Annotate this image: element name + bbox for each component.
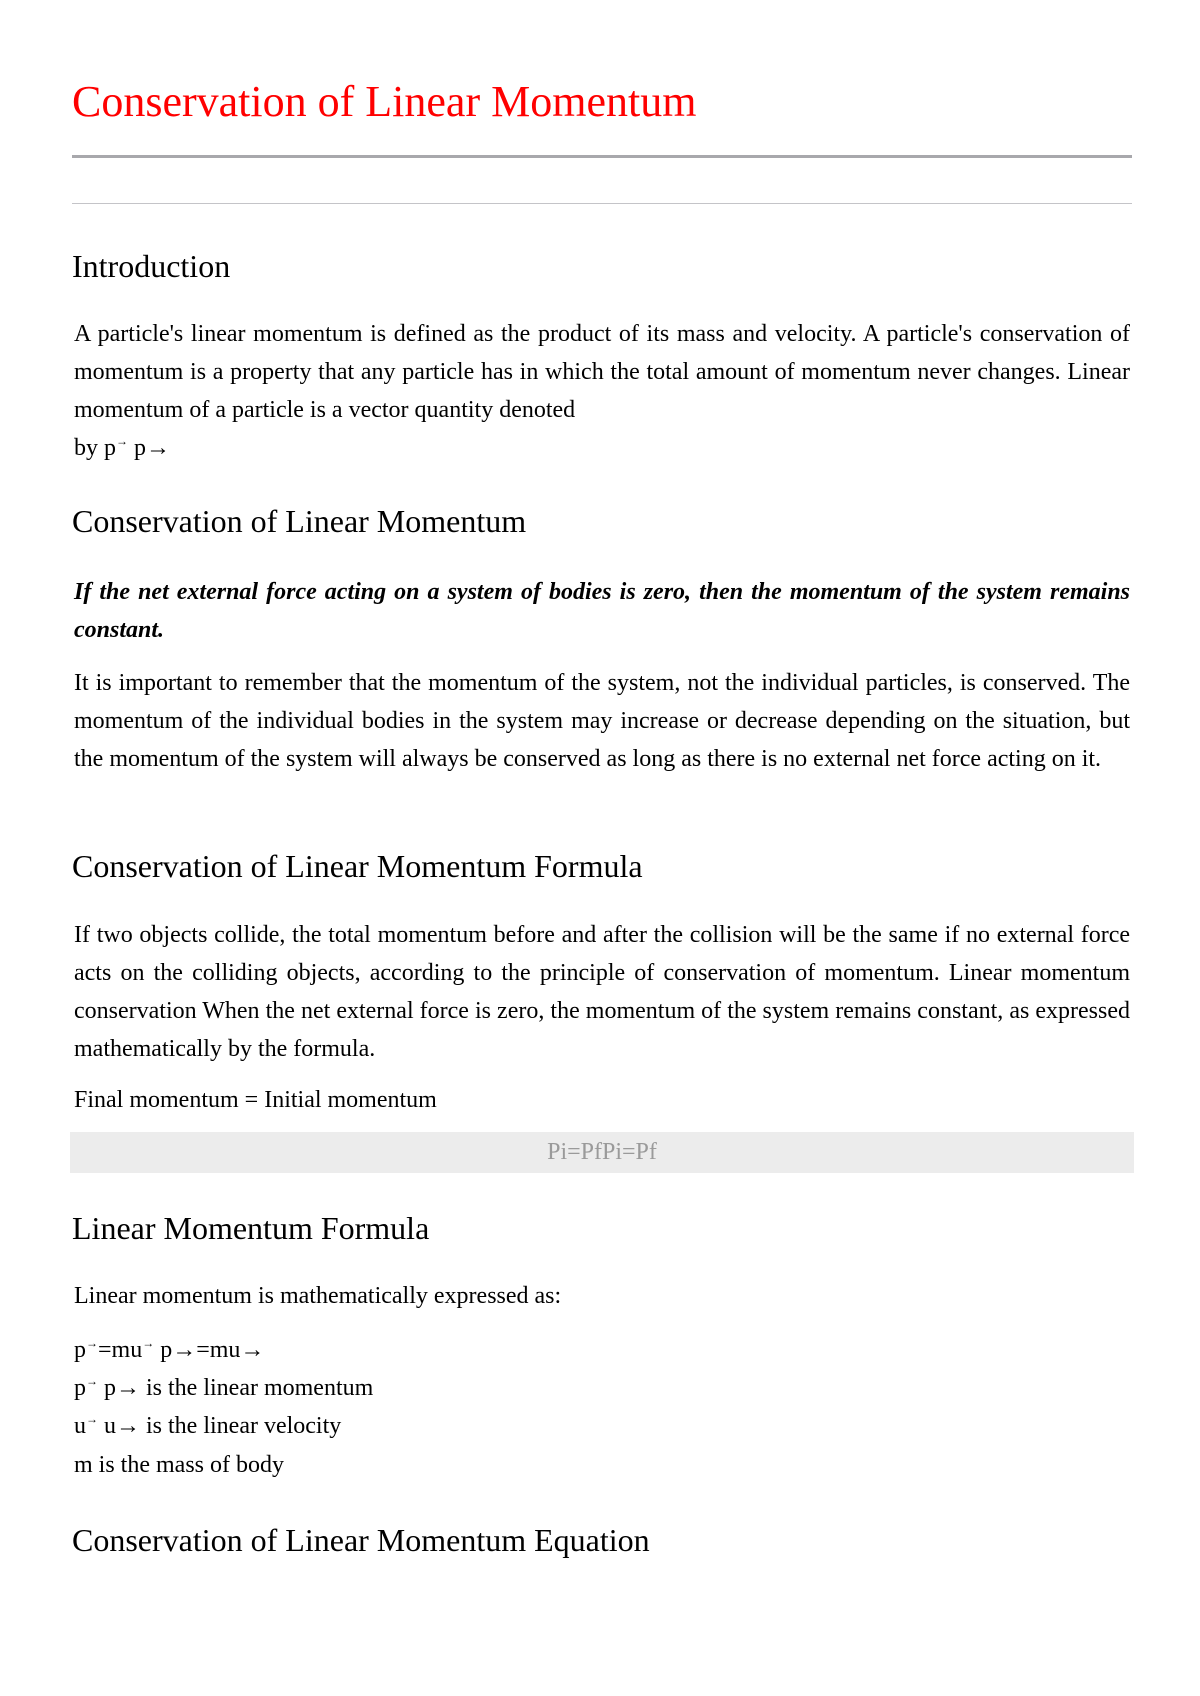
- linear-formula-heading: Linear Momentum Formula: [72, 1210, 430, 1246]
- introduction-last-line: [74, 429, 170, 467]
- linear-formula-intro: Linear momentum is mathematically expressed as:: [74, 1283, 562, 1309]
- symbol-p: p: [74, 1375, 86, 1401]
- text-line: If two objects collide, the total momentum before and after the collision will be the same if: [74, 922, 960, 948]
- text-line: conserved. The momentum of the individual bodies in the system may increase or decrease: [74, 670, 1131, 734]
- conservation-paragraph: [74, 664, 1130, 778]
- text-fragment: by p: [74, 435, 116, 461]
- equation-words: Final momentum = Initial momentum: [74, 1087, 437, 1113]
- symbol-p: p: [74, 1337, 86, 1363]
- definition-velocity: [74, 1407, 341, 1445]
- title-divider: [72, 155, 1132, 158]
- text-line: If the net external force acting on a system of bodies is zero, then the momentum of the: [74, 579, 969, 605]
- text-fragment: p→: [128, 435, 170, 461]
- equation-display: Pi=PfPi=Pf: [70, 1132, 1134, 1173]
- page-title: Conservation of Linear Momentum: [72, 77, 697, 126]
- vector-arrow: →: [86, 1412, 98, 1426]
- conservation-heading: Conservation of Linear Momentum: [72, 503, 527, 539]
- introduction-paragraph: [74, 315, 1130, 429]
- text-line: conservation of momentum is a property that any particle has in which the total amount of: [74, 321, 1130, 385]
- introduction-heading: Introduction: [72, 248, 231, 284]
- conservation-statement: [74, 573, 1130, 649]
- section-divider: [72, 203, 1132, 204]
- vector-arrow: →: [116, 434, 128, 448]
- definition-momentum: [74, 1369, 373, 1407]
- text-line: long as there is no external net force acting on it.: [632, 746, 1102, 772]
- text-line: It is important to remember that the momentum of the system, not the individual particles, is: [74, 670, 976, 696]
- text-line: momentum never changes. Linear momentum of a particle is a vector quantity denoted: [74, 359, 1131, 423]
- text-line: momentum. Linear momentum conservation When the net external force is zero, the: [74, 960, 1131, 1024]
- vector-arrow: →: [142, 1336, 155, 1350]
- equation-heading: Conservation of Linear Momentum Equation: [72, 1522, 650, 1558]
- equation-fragment: =mu: [98, 1337, 143, 1363]
- equation-fragment: p→=mu→: [154, 1337, 265, 1363]
- text-line: momentum of the system remains constant, as expressed mathematically by the formula.: [74, 998, 1130, 1062]
- text-line: depending on the situation, but the momentum of the system will always be conserved as: [74, 708, 1131, 772]
- definition-text: u→ is the linear velocity: [98, 1413, 342, 1439]
- definition-text: p→ is the linear momentum: [98, 1375, 374, 1401]
- momentum-equation: [74, 1331, 264, 1369]
- formula-paragraph: [74, 916, 1130, 1068]
- text-line: system remains constant.: [74, 579, 1131, 643]
- symbol-u: u: [74, 1413, 86, 1439]
- text-line: no external force acts on the colliding objects, according to the principle of conservation of: [74, 922, 1131, 986]
- definition-mass: m is the mass of body: [74, 1452, 284, 1478]
- vector-arrow: →: [86, 1336, 98, 1350]
- vector-arrow: →: [86, 1374, 98, 1388]
- text-line: A particle's linear momentum is defined as the product of its mass and velocity. A particle's: [74, 321, 973, 347]
- formula-heading: Conservation of Linear Momentum Formula: [72, 848, 643, 884]
